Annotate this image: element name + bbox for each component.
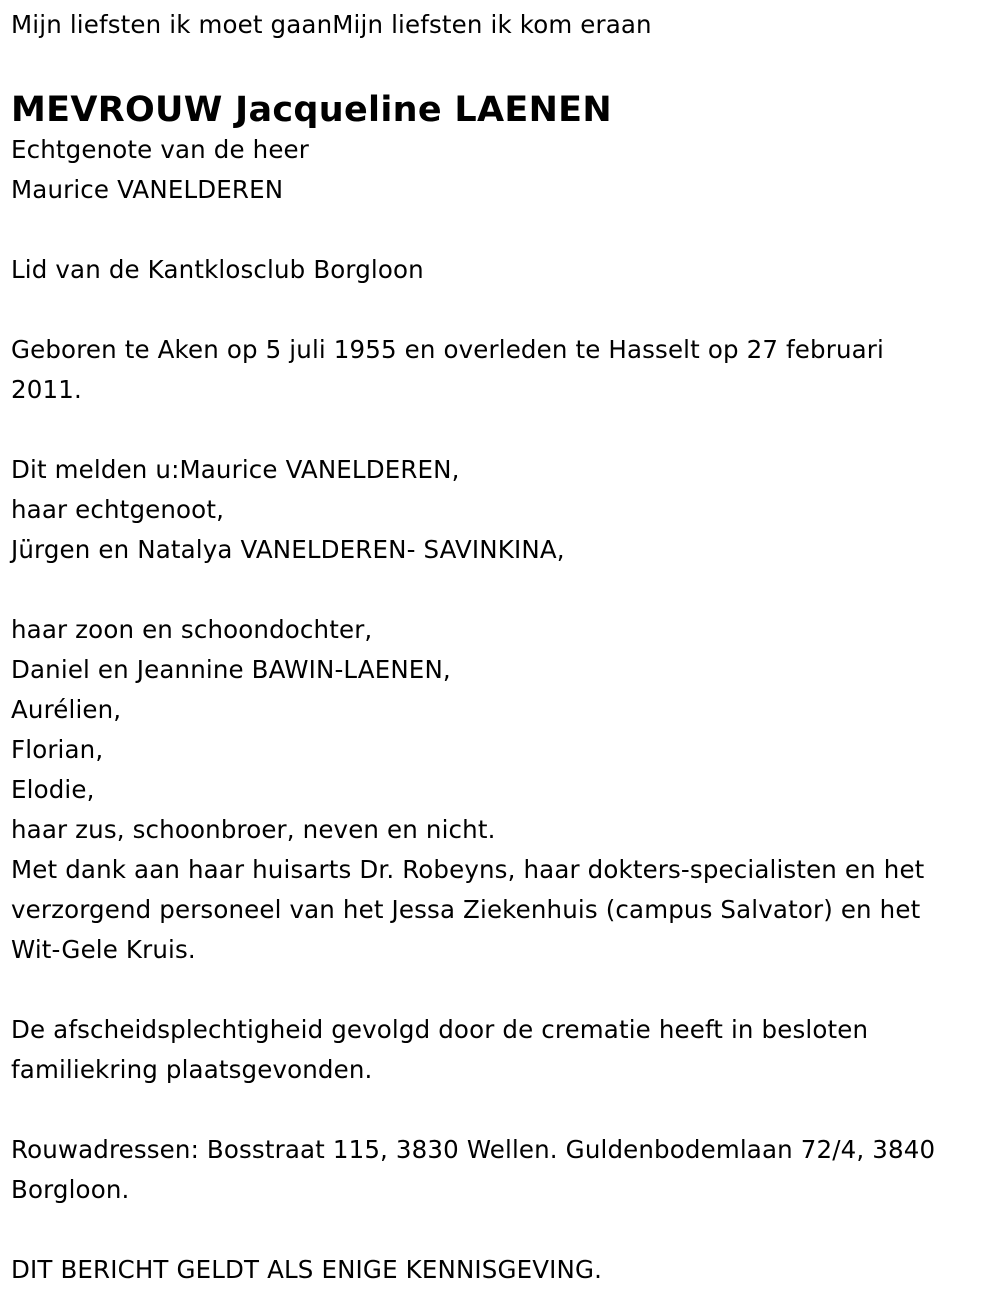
membership-text: Lid van de Kantklosclub Borgloon <box>11 255 424 284</box>
announcer-line: haar zoon en schoondochter, <box>11 615 373 644</box>
announcer-line: haar zus, schoonbroer, neven en nicht. <box>11 815 496 844</box>
announcer-line: haar echtgenoot, <box>11 495 225 524</box>
spacer <box>11 210 996 250</box>
closing-text: DIT BERICHT GELDT ALS ENIGE KENNISGEVING. <box>11 1255 603 1284</box>
address-line: Rouwadressen: Bosstraat 115, 3830 Wellen. Guldenbodemlaan 72/4, 3840 <box>11 1135 936 1164</box>
announcer-line: Daniel en Jeannine BAWIN-LAENEN, <box>11 655 451 684</box>
death-notice <box>11 0 996 1290</box>
announcer-line: Aurélien, <box>11 695 122 724</box>
spacer <box>11 970 996 1010</box>
announcer-line: Florian, <box>11 735 104 764</box>
spouse-line: Echtgenote van de heer <box>11 135 309 164</box>
spacer <box>11 410 996 450</box>
deceased-name: MEVROUW Jacqueline LAENEN <box>11 90 612 130</box>
announcer-line: Jürgen en Natalya VANELDEREN- SAVINKINA, <box>11 535 565 564</box>
address-line: Borgloon. <box>11 1175 130 1204</box>
ceremony-line: familiekring plaatsgevonden. <box>11 1055 373 1084</box>
spacer <box>11 1090 996 1130</box>
thanks-line: Wit-Gele Kruis. <box>11 935 196 964</box>
announcer-line: Elodie, <box>11 775 95 804</box>
spacer <box>11 1210 996 1250</box>
spacer <box>11 570 996 610</box>
birth-death-line: 2011. <box>11 375 82 404</box>
thanks-line: Met dank aan haar huisarts Dr. Robeyns, haar dokters-specialisten en het <box>11 855 925 884</box>
birth-death-line: Geboren te Aken op 5 juli 1955 en overleden te Hasselt op 27 februari <box>11 335 884 364</box>
thanks-line: verzorgend personeel van het Jessa Ziekenhuis (campus Salvator) en het <box>11 895 921 924</box>
ceremony-line: De afscheidsplechtigheid gevolgd door de crematie heeft in besloten <box>11 1015 869 1044</box>
intro-text: Mijn liefsten ik moet gaanMijn liefsten ik kom eraan <box>11 10 652 39</box>
announcer-line: Dit melden u:Maurice VANELDEREN, <box>11 455 460 484</box>
spacer <box>11 290 996 330</box>
spouse-line: Maurice VANELDEREN <box>11 175 284 204</box>
